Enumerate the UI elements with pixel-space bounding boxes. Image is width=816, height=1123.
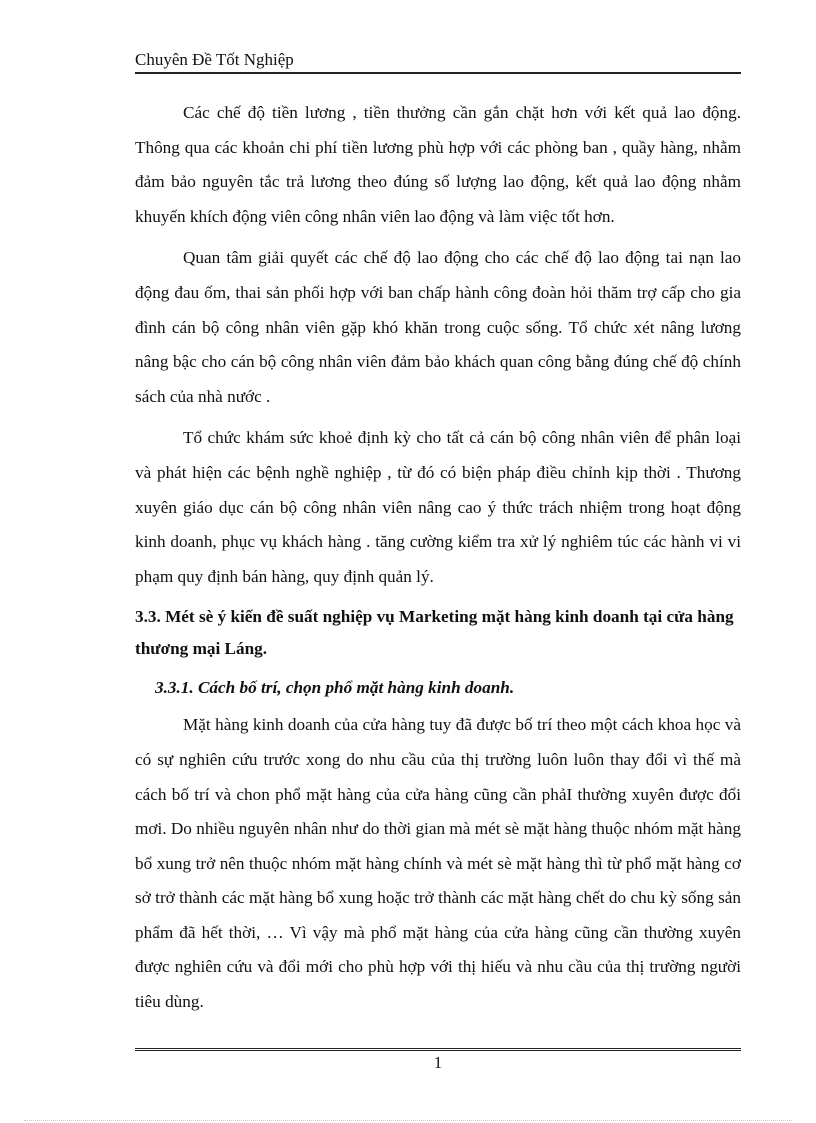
body-paragraph-2: Quan tâm giải quyết các chế độ lao động cho các chế độ lao động tai nạn lao động đau ốm, thai sản phối hợp với ban chấp hành công đoàn hỏi thăm trợ cấp cho gia đình cán bộ công nhân viên gặp khó khăn trong cuộc sống. Tổ chức xét nâng lương nâng bậc cho cán bộ công nhân viên đảm bảo khách quan công bằng đúng chế độ chính sách của nhà nước . bbox=[135, 248, 741, 406]
subsection-heading: 3.3.1. Cách bố trí, chọn phổ mặt hàng kinh doanh. bbox=[155, 678, 515, 698]
page-edge-divider bbox=[24, 1120, 792, 1121]
page-number: 1 bbox=[433, 1053, 443, 1072]
header-title: Chuyên Đề Tốt Nghiệp bbox=[135, 50, 294, 69]
section-heading: 3.3. Mét sè ý kiến đề suất nghiệp vụ Marketing mặt hàng kinh doanh tại cửa hàng thương mại Láng. bbox=[135, 607, 734, 659]
subsection-paragraph: Mặt hàng kinh doanh của cửa hàng tuy đã được bố trí theo một cách khoa học và có sự nghiên cứu trước xong do nhu cầu của thị trường luôn luôn thay đổi vì thế mà cách bố trí và chon phổ mặt hàng của cửa hàng cũng cần phảI thường xuyên được đổi mơi. Do nhiều nguyên nhân như do thời gian mà mét sè mặt hàng thuộc nhóm mặt hàng bổ xung trở nên thuộc nhóm mặt hàng chính và mét sè mặt hàng thì từ phổ mặt hàng cơ sở trở thành các mặt hàng bổ xung hoặc trở thành các mặt hàng chết do chu kỳ sống sản phẩm đã hết thời, … Vì vậy mà phổ mặt hàng của cửa hàng cũng cần thường xuyên được nghiên cứu và đổi mới cho phù hợp với thị hiếu và nhu cầu của thị trường người tiêu dùng. bbox=[135, 715, 741, 1012]
body-paragraph-3: Tổ chức khám sức khoẻ định kỳ cho tất cả cán bộ công nhân viên để phân loại và phát hiện các bệnh nghề nghiệp , từ đó có biện pháp điều chỉnh kịp thời . Thương xuyên giáo dục cán bộ công nhân viên nâng cao ý thức trách nhiệm trong hoạt động kinh doanh, phục vụ khách hàng . tăng cường kiểm tra xử lý nghiêm túc các hành vi vi phạm quy định bán hàng, quy định quản lý. bbox=[135, 428, 741, 586]
document-body bbox=[135, 96, 741, 1027]
body-paragraph-1: Các chế độ tiền lương , tiền thưởng cần gắn chặt hơn với kết quả lao động. Thông qua các khoản chi phí tiền lương phù hợp với các phòng ban , quầy hàng, nhằm đảm bảo nguyên tắc trả lương theo đúng số lượng lao động, kết quả lao động nhằm khuyến khích động viên công nhân viên lao động và làm việc tốt hơn. bbox=[135, 103, 741, 226]
footer-rule bbox=[135, 1048, 741, 1051]
page-header bbox=[135, 50, 741, 74]
